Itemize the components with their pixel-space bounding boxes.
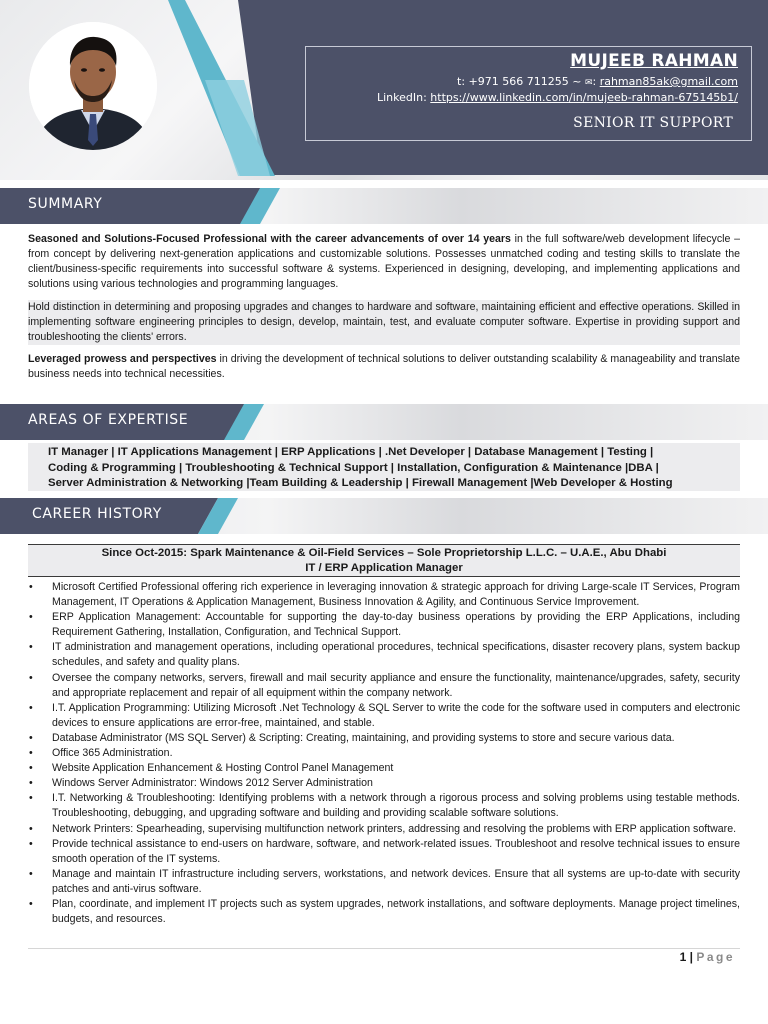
duty-item: • Provide technical assistance to end-users on hardware, software, and network-related issues. Troubleshoot and resolve technical issues to ensure smooth operation of the IT systems. bbox=[28, 837, 740, 867]
expertise-line-3: Server Administration & Networking |Team Building & Leadership | Firewall Management |Web Developer & Hosting bbox=[48, 477, 673, 489]
duty-item: • Network Printers: Spearheading, supervising multifunction network printers, addressing and resolving the problems with ERP application software. bbox=[28, 822, 740, 837]
footer-divider bbox=[28, 948, 740, 949]
summary-paragraph-3 bbox=[28, 352, 740, 382]
duty-item: • Office 365 Administration. bbox=[28, 746, 740, 761]
duty-item: • IT administration and management operations, including operational procedures, technical specifications, disaster recovery plans, system backup schedules, and safety and quality plans. bbox=[28, 640, 740, 670]
page-separator: | bbox=[686, 950, 697, 964]
page-number: 1 bbox=[679, 950, 687, 964]
summary-paragraph-1 bbox=[28, 232, 740, 292]
summary-paragraph-2: Hold distinction in determining and proposing upgrades and changes to hardware and software, maintaining efficient and effective operations. Skilled in implementing software engineering principles to design, develop, maintain, test, and evaluate computer software. Expertise in providing support and troubleshooting the clients' errors. bbox=[28, 301, 740, 343]
profile-photo bbox=[29, 22, 157, 150]
expertise-line-1: IT Manager | IT Applications Management | ERP Applications | .Net Developer | Database Management | Testing | bbox=[48, 446, 654, 458]
email-link[interactable]: rahman85ak@gmail.com bbox=[599, 75, 738, 88]
page-word: Page bbox=[696, 950, 735, 964]
career-heading: CAREER HISTORY bbox=[32, 506, 162, 522]
envelope-icon: ✉ bbox=[584, 78, 593, 88]
page-footer bbox=[680, 950, 735, 964]
summary-band bbox=[0, 188, 768, 224]
duty-item: • Oversee the company networks, servers, firewall and mail security appliance and ensure the functionality, maintenance/upgrades, safety, security and appropriate replacement and repair of all equipment within the company network. bbox=[28, 671, 740, 701]
job-title: IT / ERP Application Manager bbox=[305, 562, 463, 574]
duty-item: • Database Administrator (MS SQL Server) & Scripting: Creating, maintaining, and providing systems to store and secure various data. bbox=[28, 731, 740, 746]
job-role: SENIOR IT SUPPORT bbox=[573, 115, 733, 131]
candidate-name: MUJEEB RAHMAN bbox=[570, 51, 738, 71]
summary-p1-text: in the full software/web development lifecycle – from concept by delivering next-generation applications and customizable solutions. Possesses unmatched coding and testing skills to translate the client/business-specific requirements into successful software & systems. Experienced in designing, developing, and implementing applications and solutions using various technologies and programming languages. bbox=[28, 233, 740, 290]
summary-heading: SUMMARY bbox=[28, 196, 103, 212]
linkedin-label: LinkedIn: bbox=[376, 91, 431, 104]
duties-list bbox=[28, 580, 740, 927]
linkedin-link[interactable]: https://www.linkedin.com/in/mujeeb-rahman-675145b1/ bbox=[430, 91, 738, 104]
expertise-heading: AREAS OF EXPERTISE bbox=[28, 412, 189, 428]
expertise-band bbox=[0, 404, 768, 440]
duty-item: • Windows Server Administrator: Windows 2012 Server Administration bbox=[28, 776, 740, 791]
duty-item: • ERP Application Management: Accountable for supporting the day-to-day business operations by providing the ERP Applications, including Requirement Gathering, Installation, Configuration, and Technical Support. bbox=[28, 610, 740, 640]
expertise-line-2: Coding & Programming | Troubleshooting & Technical Support | Installation, Configuration & Maintenance |DBA | bbox=[48, 461, 659, 474]
job-header bbox=[28, 544, 740, 577]
summary-p3-bold: Leveraged prowess and perspectives bbox=[28, 353, 217, 365]
contact-line bbox=[457, 75, 738, 88]
summary-p1-bold: Seasoned and Solutions-Focused Professional with the career advancements of over 14 years bbox=[28, 233, 511, 245]
expertise-list bbox=[28, 443, 740, 491]
job-employer: Since Oct-2015: Spark Maintenance & Oil-Field Services – Sole Proprietorship L.L.C. – U.A.E., Abu Dhabi bbox=[101, 547, 667, 559]
contact-box bbox=[305, 46, 752, 141]
duty-item: • Website Application Enhancement & Hosting Control Panel Management bbox=[28, 761, 740, 776]
duty-item: • I.T. Networking & Troubleshooting: Identifying problems with a network through a rigorous process and solving problems using testable methods. Troubleshooting, debugging, and upgrading software and building and providing scalable software solutions. bbox=[28, 791, 740, 821]
duty-item: • Manage and maintain IT infrastructure including servers, workstations, and network devices. Ensure that all systems are up-to-date with security patches and anti-virus software. bbox=[28, 867, 740, 897]
linkedin-line bbox=[377, 91, 738, 104]
phone-number: t: +971 566 711255 ~ bbox=[457, 75, 585, 88]
duty-item: • Plan, coordinate, and implement IT projects such as system upgrades, network installations, and software deployments. Manage project timelines, budgets, and resources. bbox=[28, 897, 740, 927]
duty-item: • I.T. Application Programming: Utilizing Microsoft .Net Technology & SQL Server to write the code for the software used in computers and electronic devices to ensure applications are error-free, maintained, and stable. bbox=[28, 701, 740, 731]
summary-p3-text: in driving the development of technical solutions to deliver outstanding scalability & manageability and translate business needs into technical necessities. bbox=[28, 353, 740, 380]
email-label: : bbox=[592, 75, 600, 88]
career-band bbox=[0, 498, 768, 534]
duty-item: • Microsoft Certified Professional offering rich experience in leveraging innovation & strategic approach for driving Large-scale IT Services, Program Management, IT Operations & Application Management, Business Innovation & Agility, and Continuous Service Improvement. bbox=[28, 580, 740, 610]
